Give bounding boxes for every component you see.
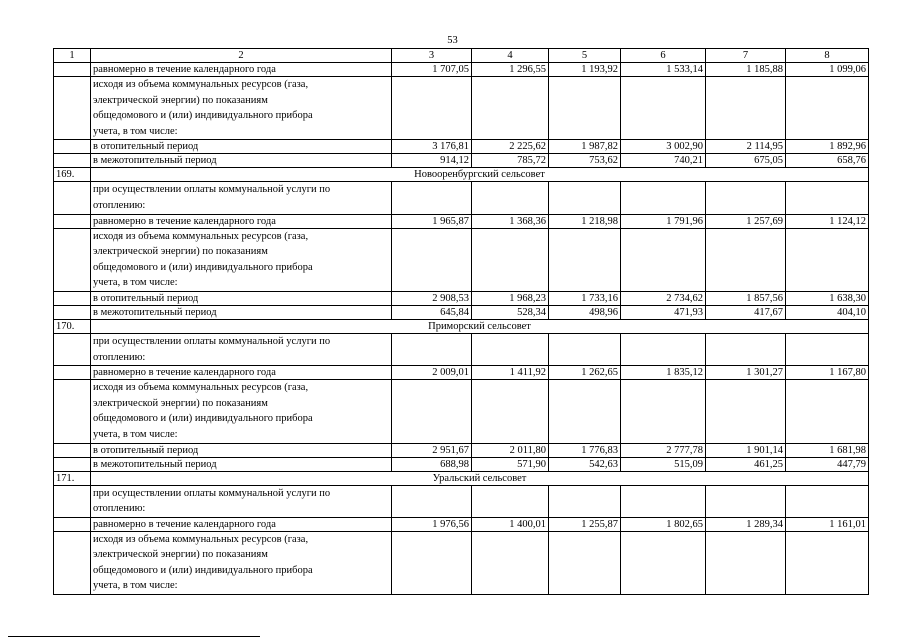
empty-value-cell bbox=[621, 228, 706, 291]
value-cell: 1 976,56 bbox=[392, 517, 472, 531]
settlement-index: 170. bbox=[54, 319, 91, 333]
column-header: 6 bbox=[621, 49, 706, 63]
empty-value-cell bbox=[706, 531, 786, 594]
empty-value-cell bbox=[472, 380, 549, 443]
row-description bbox=[91, 531, 392, 594]
table-row bbox=[54, 457, 869, 471]
description-line: электрической энергии) по показаниям bbox=[93, 94, 268, 106]
value-cell: 1 968,23 bbox=[472, 291, 549, 305]
table-row bbox=[54, 140, 869, 154]
value-cell: 675,05 bbox=[706, 154, 786, 168]
value-cell: 1 533,14 bbox=[621, 63, 706, 77]
value-cell: 1 776,83 bbox=[549, 443, 621, 457]
value-cell: 1 218,98 bbox=[549, 214, 621, 228]
column-header: 5 bbox=[549, 49, 621, 63]
value-cell: 1 185,88 bbox=[706, 63, 786, 77]
settlement-name: Уральский сельсовет bbox=[91, 471, 869, 485]
value-cell: 1 124,12 bbox=[786, 214, 869, 228]
table-row bbox=[54, 366, 869, 380]
row-index-cell bbox=[54, 154, 91, 168]
tariff-table bbox=[53, 48, 869, 595]
value-cell: 785,72 bbox=[472, 154, 549, 168]
description-line: исходя из объема коммунальных ресурсов (газа, bbox=[93, 533, 309, 545]
column-header: 1 bbox=[54, 49, 91, 63]
value-cell: 1 368,36 bbox=[472, 214, 549, 228]
value-cell: 1 255,87 bbox=[549, 517, 621, 531]
empty-value-cell bbox=[621, 77, 706, 140]
description-line: общедомового и (или) индивидуального прибора bbox=[93, 110, 313, 122]
description-line: учета, в том числе: bbox=[93, 125, 178, 137]
empty-value-cell bbox=[706, 77, 786, 140]
description-line: общедомового и (или) индивидуального прибора bbox=[93, 261, 313, 273]
row-description bbox=[91, 333, 392, 365]
empty-value-cell bbox=[549, 531, 621, 594]
empty-value-cell bbox=[392, 333, 472, 365]
table-row bbox=[54, 63, 869, 77]
value-cell: 461,25 bbox=[706, 457, 786, 471]
description-line: общедомового и (или) индивидуального прибора bbox=[93, 413, 313, 425]
table-row bbox=[54, 305, 869, 319]
value-cell: 471,93 bbox=[621, 305, 706, 319]
row-label: в отопительный период bbox=[91, 291, 392, 305]
row-index-cell bbox=[54, 214, 91, 228]
value-cell: 1 857,56 bbox=[706, 291, 786, 305]
empty-value-cell bbox=[472, 531, 549, 594]
value-cell: 528,34 bbox=[472, 305, 549, 319]
empty-value-cell bbox=[706, 485, 786, 517]
empty-value-cell bbox=[392, 228, 472, 291]
row-index-cell bbox=[54, 77, 91, 140]
column-header: 4 bbox=[472, 49, 549, 63]
row-label: равномерно в течение календарного года bbox=[91, 366, 392, 380]
empty-value-cell bbox=[472, 228, 549, 291]
value-cell: 1 301,27 bbox=[706, 366, 786, 380]
empty-value-cell bbox=[392, 531, 472, 594]
empty-value-cell bbox=[786, 380, 869, 443]
value-cell: 1 892,96 bbox=[786, 140, 869, 154]
description-line: учета, в том числе: bbox=[93, 580, 178, 592]
row-index-cell bbox=[54, 457, 91, 471]
empty-value-cell bbox=[392, 77, 472, 140]
empty-value-cell bbox=[472, 77, 549, 140]
empty-value-cell bbox=[472, 485, 549, 517]
description-line: электрической энергии) по показаниям bbox=[93, 549, 268, 561]
empty-value-cell bbox=[706, 380, 786, 443]
row-index-cell bbox=[54, 531, 91, 594]
description-line: при осуществлении оплаты коммунальной услуги по bbox=[93, 487, 331, 499]
row-index-cell bbox=[54, 517, 91, 531]
table-row bbox=[54, 517, 869, 531]
settlement-header-row bbox=[54, 471, 869, 485]
value-cell: 753,62 bbox=[549, 154, 621, 168]
value-cell: 688,98 bbox=[392, 457, 472, 471]
value-cell: 2 225,62 bbox=[472, 140, 549, 154]
value-cell: 1 965,87 bbox=[392, 214, 472, 228]
value-cell: 498,96 bbox=[549, 305, 621, 319]
value-cell: 1 681,98 bbox=[786, 443, 869, 457]
row-label: равномерно в течение календарного года bbox=[91, 63, 392, 77]
table-row bbox=[54, 154, 869, 168]
empty-value-cell bbox=[392, 380, 472, 443]
description-line: электрической энергии) по показаниям bbox=[93, 397, 268, 409]
value-cell: 2 734,62 bbox=[621, 291, 706, 305]
table-row bbox=[54, 214, 869, 228]
value-cell: 1 987,82 bbox=[549, 140, 621, 154]
row-description bbox=[91, 77, 392, 140]
value-cell: 1 901,14 bbox=[706, 443, 786, 457]
description-line: исходя из объема коммунальных ресурсов (газа, bbox=[93, 382, 309, 394]
value-cell: 1 161,01 bbox=[786, 517, 869, 531]
footnote-rule bbox=[8, 636, 260, 637]
row-label: в межотопительный период bbox=[91, 154, 392, 168]
row-index-cell bbox=[54, 380, 91, 443]
empty-value-cell bbox=[549, 182, 621, 214]
value-cell: 658,76 bbox=[786, 154, 869, 168]
description-line: исходя из объема коммунальных ресурсов (газа, bbox=[93, 230, 309, 242]
column-header: 3 bbox=[392, 49, 472, 63]
description-line: общедомового и (или) индивидуального прибора bbox=[93, 564, 313, 576]
column-header: 7 bbox=[706, 49, 786, 63]
row-label: в межотопительный период bbox=[91, 305, 392, 319]
description-line: электрической энергии) по показаниям bbox=[93, 246, 268, 258]
value-cell: 2 009,01 bbox=[392, 366, 472, 380]
empty-value-cell bbox=[706, 333, 786, 365]
row-index-cell bbox=[54, 333, 91, 365]
text-row bbox=[54, 531, 869, 594]
empty-value-cell bbox=[392, 182, 472, 214]
description-line: отоплению: bbox=[93, 199, 146, 211]
value-cell: 1 400,01 bbox=[472, 517, 549, 531]
empty-value-cell bbox=[786, 333, 869, 365]
empty-value-cell bbox=[549, 333, 621, 365]
table-row bbox=[54, 291, 869, 305]
description-line: при осуществлении оплаты коммунальной услуги по bbox=[93, 335, 331, 347]
value-cell: 1 638,30 bbox=[786, 291, 869, 305]
empty-value-cell bbox=[549, 77, 621, 140]
column-header: 2 bbox=[91, 49, 392, 63]
value-cell: 1 791,96 bbox=[621, 214, 706, 228]
value-cell: 2 908,53 bbox=[392, 291, 472, 305]
empty-value-cell bbox=[621, 380, 706, 443]
row-index-cell bbox=[54, 140, 91, 154]
value-cell: 2 011,80 bbox=[472, 443, 549, 457]
empty-value-cell bbox=[706, 182, 786, 214]
text-row bbox=[54, 333, 869, 365]
empty-value-cell bbox=[472, 333, 549, 365]
settlement-index: 171. bbox=[54, 471, 91, 485]
value-cell: 542,63 bbox=[549, 457, 621, 471]
empty-value-cell bbox=[472, 182, 549, 214]
value-cell: 914,12 bbox=[392, 154, 472, 168]
value-cell: 740,21 bbox=[621, 154, 706, 168]
empty-value-cell bbox=[786, 182, 869, 214]
value-cell: 1 296,55 bbox=[472, 63, 549, 77]
empty-value-cell bbox=[786, 77, 869, 140]
row-description bbox=[91, 380, 392, 443]
value-cell: 2 777,78 bbox=[621, 443, 706, 457]
empty-value-cell bbox=[706, 228, 786, 291]
empty-value-cell bbox=[549, 380, 621, 443]
value-cell: 1 257,69 bbox=[706, 214, 786, 228]
empty-value-cell bbox=[786, 485, 869, 517]
table-row bbox=[54, 443, 869, 457]
value-cell: 1 802,65 bbox=[621, 517, 706, 531]
column-number-row bbox=[54, 49, 869, 63]
text-row bbox=[54, 77, 869, 140]
row-description bbox=[91, 182, 392, 214]
row-index-cell bbox=[54, 305, 91, 319]
empty-value-cell bbox=[549, 228, 621, 291]
row-index-cell bbox=[54, 366, 91, 380]
page-number: 53 bbox=[447, 35, 458, 46]
settlement-name: Новооренбургский сельсовет bbox=[91, 168, 869, 182]
empty-value-cell bbox=[786, 228, 869, 291]
empty-value-cell bbox=[786, 531, 869, 594]
value-cell: 1 099,06 bbox=[786, 63, 869, 77]
value-cell: 3 176,81 bbox=[392, 140, 472, 154]
empty-value-cell bbox=[621, 333, 706, 365]
value-cell: 1 733,16 bbox=[549, 291, 621, 305]
row-description bbox=[91, 485, 392, 517]
text-row bbox=[54, 228, 869, 291]
row-label: в отопительный период bbox=[91, 443, 392, 457]
table-body bbox=[54, 63, 869, 595]
text-row bbox=[54, 485, 869, 517]
description-line: учета, в том числе: bbox=[93, 428, 178, 440]
row-label: в межотопительный период bbox=[91, 457, 392, 471]
value-cell: 571,90 bbox=[472, 457, 549, 471]
text-row bbox=[54, 380, 869, 443]
row-index-cell bbox=[54, 182, 91, 214]
value-cell: 417,67 bbox=[706, 305, 786, 319]
value-cell: 2 951,67 bbox=[392, 443, 472, 457]
empty-value-cell bbox=[549, 485, 621, 517]
value-cell: 1 262,65 bbox=[549, 366, 621, 380]
empty-value-cell bbox=[621, 531, 706, 594]
value-cell: 1 411,92 bbox=[472, 366, 549, 380]
value-cell: 1 167,80 bbox=[786, 366, 869, 380]
value-cell: 1 707,05 bbox=[392, 63, 472, 77]
row-index-cell bbox=[54, 485, 91, 517]
row-label: равномерно в течение календарного года bbox=[91, 517, 392, 531]
row-label: в отопительный период bbox=[91, 140, 392, 154]
value-cell: 515,09 bbox=[621, 457, 706, 471]
settlement-header-row bbox=[54, 319, 869, 333]
value-cell: 447,79 bbox=[786, 457, 869, 471]
row-index-cell bbox=[54, 443, 91, 457]
column-header: 8 bbox=[786, 49, 869, 63]
settlement-index: 169. bbox=[54, 168, 91, 182]
value-cell: 2 114,95 bbox=[706, 140, 786, 154]
description-line: при осуществлении оплаты коммунальной услуги по bbox=[93, 184, 331, 196]
row-label: равномерно в течение календарного года bbox=[91, 214, 392, 228]
settlement-header-row bbox=[54, 168, 869, 182]
empty-value-cell bbox=[621, 485, 706, 517]
row-index-cell bbox=[54, 63, 91, 77]
value-cell: 404,10 bbox=[786, 305, 869, 319]
settlement-name: Приморский сельсовет bbox=[91, 319, 869, 333]
value-cell: 1 289,34 bbox=[706, 517, 786, 531]
row-index-cell bbox=[54, 291, 91, 305]
value-cell: 3 002,90 bbox=[621, 140, 706, 154]
row-description bbox=[91, 228, 392, 291]
empty-value-cell bbox=[621, 182, 706, 214]
value-cell: 645,84 bbox=[392, 305, 472, 319]
value-cell: 1 193,92 bbox=[549, 63, 621, 77]
description-line: отоплению: bbox=[93, 503, 146, 515]
value-cell: 1 835,12 bbox=[621, 366, 706, 380]
text-row bbox=[54, 182, 869, 214]
empty-value-cell bbox=[392, 485, 472, 517]
description-line: учета, в том числе: bbox=[93, 277, 178, 289]
description-line: исходя из объема коммунальных ресурсов (газа, bbox=[93, 79, 309, 90]
description-line: отоплению: bbox=[93, 351, 146, 363]
row-index-cell bbox=[54, 228, 91, 291]
